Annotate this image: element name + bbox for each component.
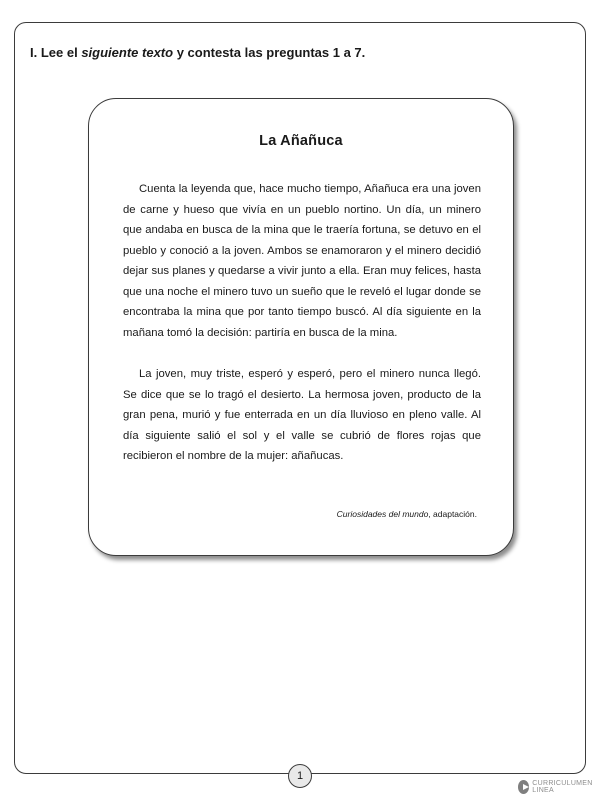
story-body bbox=[123, 179, 481, 467]
source-suffix: , adaptación. bbox=[428, 509, 477, 519]
instruction-text-after: y contesta las preguntas 1 a 7. bbox=[173, 45, 366, 60]
instruction-number: I. bbox=[30, 45, 38, 60]
page-number: 1 bbox=[288, 764, 312, 788]
source-citation bbox=[337, 509, 477, 519]
reading-card bbox=[88, 98, 514, 556]
source-title: Curiosidades del mundo bbox=[336, 509, 429, 519]
instruction-text-before: Lee el bbox=[40, 45, 82, 60]
play-icon bbox=[518, 780, 529, 794]
instruction-heading bbox=[30, 45, 365, 60]
watermark-text: CURRICULUMEN LINEA bbox=[532, 780, 593, 794]
story-paragraph: Cuenta la leyenda que, hace mucho tiempo, Añañuca era una joven de carne y hueso que vivía en un pueblo nortino. Un día, un minero que andaba en busca de la mina que le traería fortuna, se detuvo en el pueblo y conoció a la joven. Ambos se enamoraron y el minero decidió dejar sus planes y quedarse a vivir junto a ella. Eran muy felices, hasta que una noche el minero tuvo un sueño que le reveló el lugar donde se encontraba la mina que por tanto tiempo buscó. Al día siguiente en la mañana tomó la decisión: partiría en busca de la mina. bbox=[123, 183, 481, 339]
story-title: La Añañuca bbox=[259, 133, 343, 149]
watermark-logo bbox=[518, 780, 600, 794]
story-paragraph: La joven, muy triste, esperó y esperó, pero el minero nunca llegó. Se dice que se lo tragó el desierto. La hermosa joven, producto de la gran pena, murió y fue enterrada en un día lluvioso en pleno valle. Al día siguiente salió el sol y el valle se cubrió de flores rojas que recibieron el nombre de la mujer: añañucas. bbox=[123, 368, 481, 462]
instruction-text-italic: siguiente texto bbox=[81, 45, 174, 60]
